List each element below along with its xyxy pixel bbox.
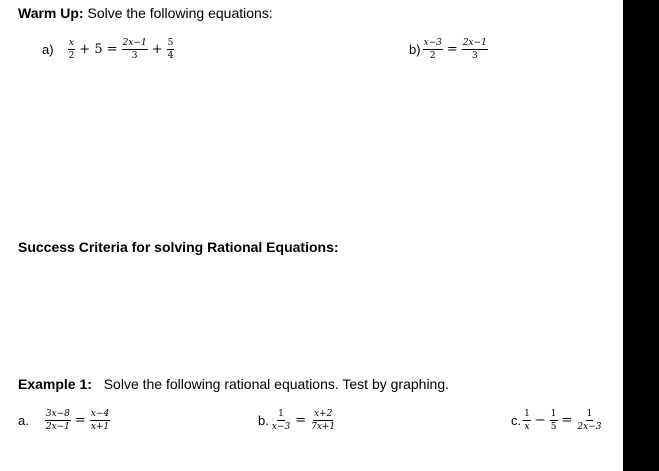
fraction: [167, 38, 175, 62]
example1-instruction: Solve the following rational equations. Test by graphing.: [103, 376, 450, 392]
fraction: [576, 409, 602, 433]
denominator: x+1: [90, 422, 110, 433]
example1-heading: Example 1:: [18, 376, 92, 392]
denominator: 5: [550, 422, 557, 433]
example-equation-c: [511, 409, 604, 433]
numerator: 1: [523, 409, 531, 421]
fraction: [523, 409, 531, 433]
denominator: 3: [131, 51, 138, 62]
denominator: 2: [68, 51, 75, 62]
equation-label: a.: [18, 413, 29, 429]
fraction: [45, 409, 71, 433]
operator: −: [534, 413, 546, 429]
example-equation-a: [18, 409, 112, 433]
warmup-heading: Warm Up:: [18, 5, 84, 21]
numerator: 1: [586, 409, 594, 421]
fraction: [550, 409, 558, 433]
operator: =: [561, 413, 573, 429]
fraction: [122, 38, 148, 62]
warmup-line: [18, 5, 273, 21]
equation-label: b.: [258, 413, 269, 429]
warmup-equation-a: [42, 38, 176, 62]
denominator: 2x−1: [45, 422, 70, 433]
denominator: 7x+1: [311, 422, 336, 433]
equation-label: b): [409, 42, 421, 58]
denominator: 2x−3: [577, 422, 602, 433]
warmup-instruction: Solve the following equations:: [87, 5, 273, 21]
fraction: [90, 409, 110, 433]
numerator: 1: [550, 409, 558, 421]
fraction: [271, 409, 291, 433]
fraction: [423, 38, 443, 62]
numerator: 2x−1: [462, 38, 488, 50]
operator: =: [446, 42, 458, 58]
denominator: 3: [471, 51, 478, 62]
numerator: x−4: [90, 409, 110, 421]
numerator: x+2: [313, 409, 333, 421]
example-equation-b: [258, 409, 338, 433]
numerator: 3x−8: [45, 409, 71, 421]
operator: =: [295, 413, 307, 429]
fraction: [68, 38, 76, 62]
denominator: x−3: [271, 422, 291, 433]
black-edge-bar: [623, 0, 659, 471]
equation-label: a): [42, 42, 54, 58]
success-criteria-heading: Success Criteria for solving Rational Equations:: [18, 239, 339, 255]
denominator: 4: [167, 51, 174, 62]
numerator: x−3: [423, 38, 443, 50]
denominator: 2: [429, 51, 436, 62]
fraction: [310, 409, 336, 433]
denominator: x: [524, 422, 530, 433]
equation-label: c.: [511, 413, 522, 429]
example1-line: [18, 376, 449, 392]
operator: =: [74, 413, 86, 429]
warmup-equation-b: [409, 38, 490, 62]
fraction: [462, 38, 488, 62]
numerator: x: [68, 38, 75, 50]
numerator: 1: [277, 409, 285, 421]
numerator: 2x−1: [122, 38, 148, 50]
operator: + 5 =: [79, 42, 118, 58]
numerator: 5: [167, 38, 175, 50]
operator: +: [151, 42, 163, 58]
